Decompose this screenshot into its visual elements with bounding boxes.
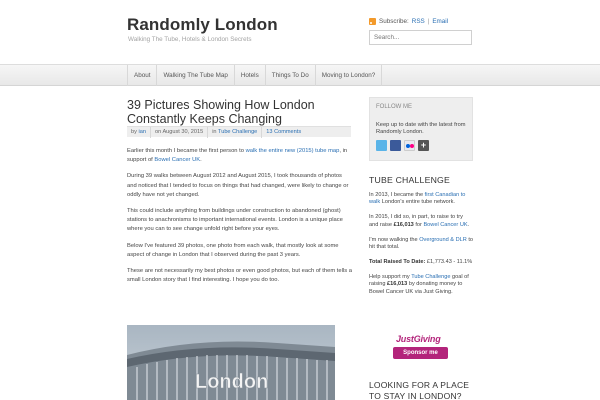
- meta-category: in Tube Challenge: [212, 129, 258, 135]
- tube-paragraph: Help support my Tube Challenge goal of raising £16,013 by donating money to Bowel Cancer UK via Just Giving.: [369, 273, 469, 295]
- rss-icon: [369, 18, 376, 25]
- bowel-cancer-link[interactable]: Bowel Cancer UK: [154, 157, 201, 164]
- post-paragraph: During 39 walks between August 2012 and August 2015, I took thousands of photos and noticed that I tended to focus on things that had changed, were likely to change or oddly have not yet changed.: [127, 173, 349, 198]
- comments-link[interactable]: 13 Comments: [266, 129, 302, 135]
- post-paragraph: These are not necessarily my best photos or even good photos, but each of them tells a small London story that I find interesting. I hope you do too.: [127, 268, 352, 284]
- post-meta: [127, 126, 351, 137]
- tube-paragraph: I'm now walking the Overground & DLR to hit that total.: [369, 236, 474, 251]
- search-input[interactable]: [369, 30, 472, 45]
- tube-challenge-text: [369, 192, 473, 304]
- justgiving-logo[interactable]: JustGiving: [396, 334, 441, 344]
- meta-date: on August 30, 2015: [154, 129, 204, 135]
- tube-paragraph: In 2015, I did so, in part, to raise to try and raise £16,013 for Bowel Cancer UK.: [369, 214, 470, 228]
- follow-heading: FOLLOW ME: [376, 104, 413, 110]
- rss-link[interactable]: RSS: [411, 18, 425, 25]
- author-link[interactable]: ian: [138, 129, 146, 135]
- image-sign-text: London: [195, 371, 269, 393]
- subscribe-label: Subscribe:: [379, 18, 409, 25]
- walk-tube-map-link[interactable]: walk the entire new (2015) tube map: [245, 148, 340, 154]
- nav-item-walking-the-tube-map[interactable]: Walking The Tube Map: [157, 65, 234, 86]
- total-raised: Total Raised To Date: £1,773.43 - 11.1%: [369, 258, 473, 265]
- flickr-icon[interactable]: [404, 140, 415, 151]
- post-paragraph: This could include anything from buildings under construction to abandoned (ghost) stations to anachronisms to important international events. London is a unique place where you can to see change unfold right before your eyes.: [127, 208, 343, 233]
- looking-for-place-heading: LOOKING FOR A PLACE TO STAY IN LONDON?: [369, 380, 470, 400]
- overground-dlr-link[interactable]: Overground & DLR: [419, 236, 467, 243]
- site-header: [0, 0, 600, 63]
- subscribe-bar: [369, 18, 448, 25]
- post-body: [127, 147, 352, 292]
- post-title[interactable]: 39 Pictures Showing How London Constantly Keeps Changing: [127, 98, 315, 126]
- first-canadian-link[interactable]: first Canadian to walk: [369, 192, 466, 206]
- more-icon[interactable]: +: [418, 140, 429, 151]
- facebook-icon[interactable]: [390, 140, 401, 151]
- sponsor-me-button[interactable]: Sponsor me: [393, 347, 448, 359]
- follow-text: Keep up to date with the latest from Randomly London.: [376, 122, 466, 135]
- social-icons: [376, 140, 429, 151]
- post-image: [127, 325, 335, 400]
- twitter-icon[interactable]: [376, 140, 387, 151]
- tube-paragraph: In 2013, I became the first Canadian to walk London's entire tube network.: [369, 192, 466, 206]
- email-link[interactable]: Email: [432, 18, 449, 25]
- post-paragraph: Below I've featured 39 photos, one photo from each walk, that mostly look at some aspect of change in London that I observed during the past 3 years.: [127, 242, 339, 258]
- subscribe-separator: |: [427, 18, 430, 25]
- nav-item-about[interactable]: About: [127, 65, 157, 86]
- follow-widget: [369, 97, 473, 161]
- site-description: Walking The Tube, Hotels & London Secrets: [128, 36, 252, 43]
- category-link[interactable]: Tube Challenge: [218, 129, 258, 135]
- nav-item-things-to-do[interactable]: Things To Do: [266, 65, 316, 86]
- site-title[interactable]: Randomly London: [127, 15, 278, 34]
- bowel-cancer-sidebar-link[interactable]: Bowel Cancer UK: [423, 221, 468, 228]
- post-paragraph: Earlier this month I became the first person to walk the entire new (2015) tube map, in support of Bowel Cancer UK.: [127, 148, 348, 164]
- nav-item-moving-to-london[interactable]: Moving to London?: [316, 65, 383, 86]
- nav-item-hotels[interactable]: Hotels: [235, 65, 266, 86]
- tube-challenge-heading: TUBE CHALLENGE: [369, 175, 451, 185]
- meta-by: by ian: [131, 129, 146, 135]
- main-nav: [0, 64, 600, 86]
- tube-challenge-link[interactable]: Tube Challenge: [411, 273, 451, 280]
